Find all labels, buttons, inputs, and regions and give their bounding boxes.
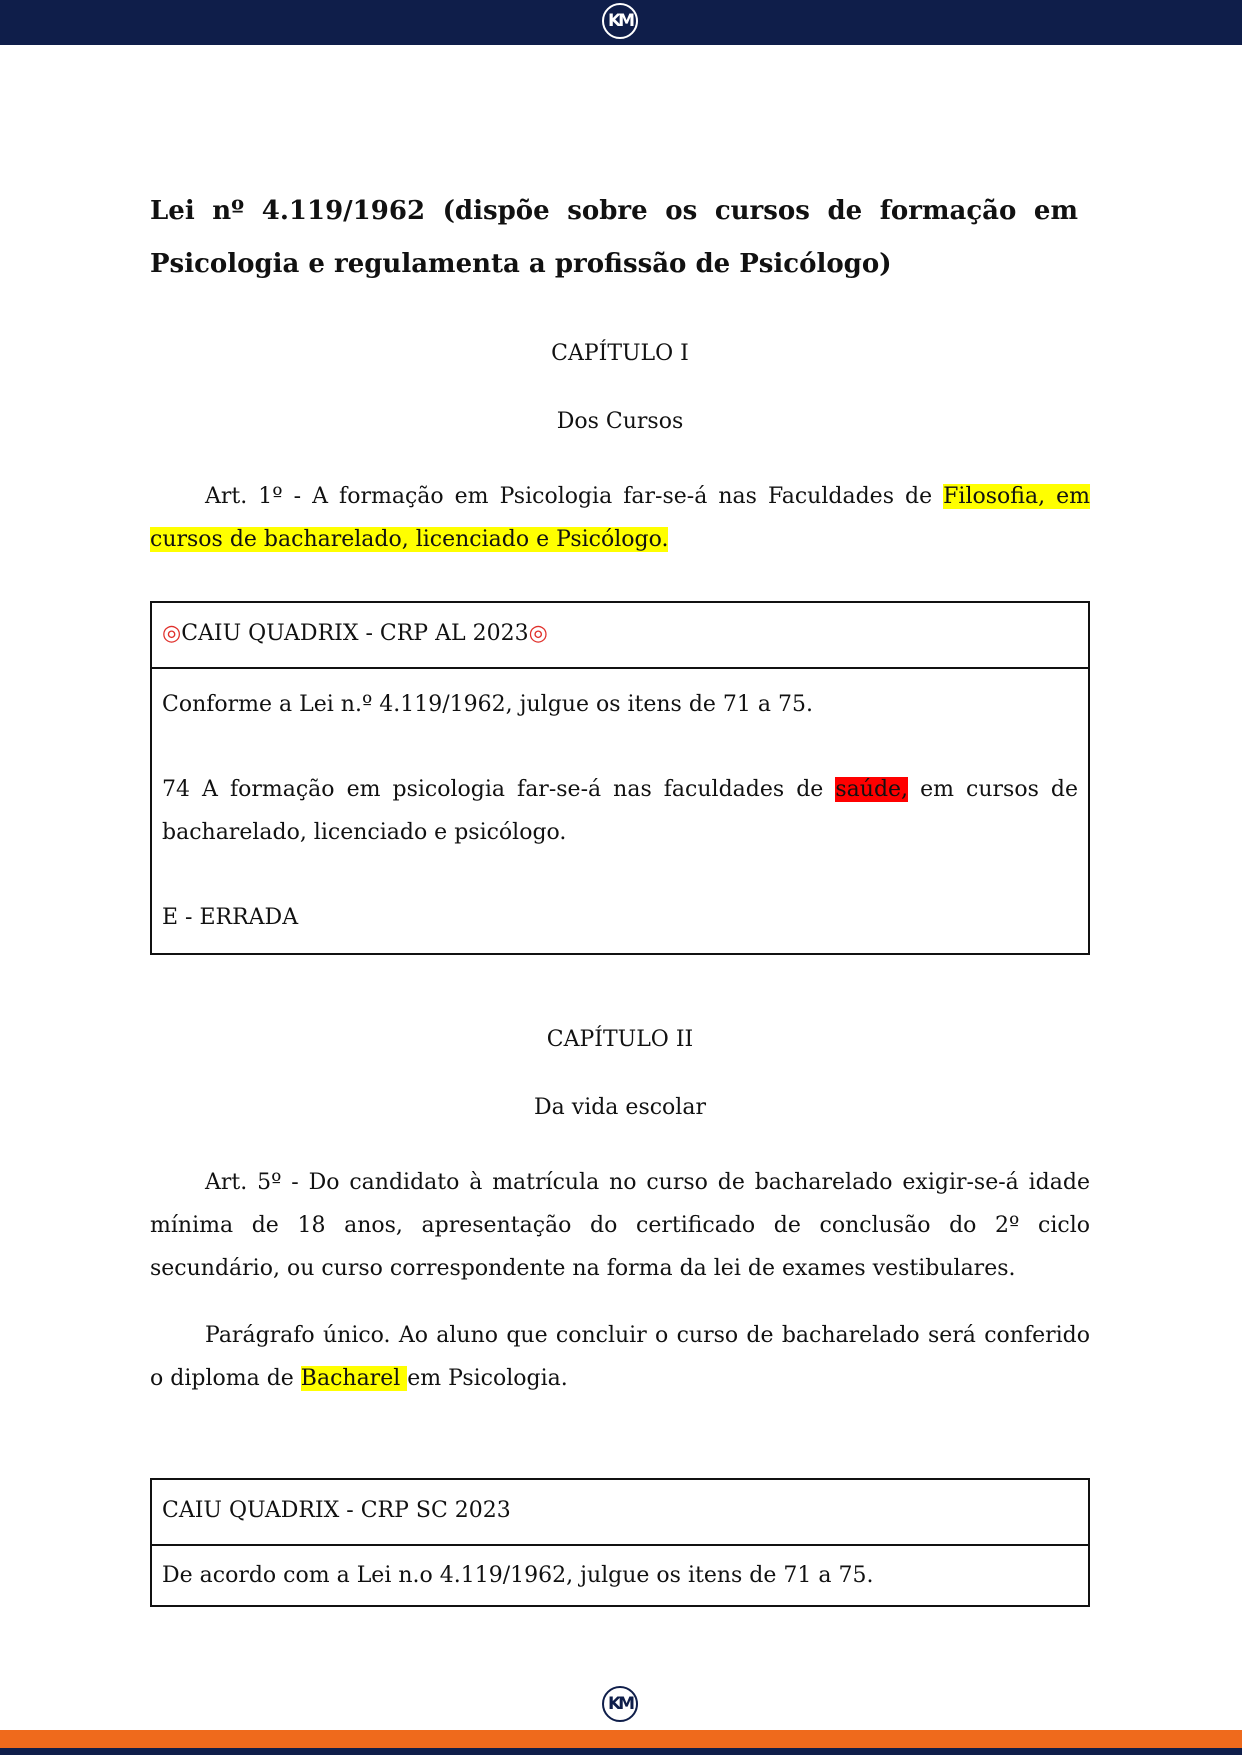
- question-source: CAIU QUADRIX - CRP SC 2023: [162, 1498, 511, 1523]
- chapter-subtitle: Dos Cursos: [556, 409, 684, 434]
- paragrafo-text-end: em Psicologia.: [407, 1366, 568, 1391]
- question-intro: Conforme a Lei n.º 4.119/1962, julgue os itens de 71 a 75.: [162, 692, 814, 717]
- chapter-subtitle: Da vida escolar: [534, 1095, 706, 1120]
- exam-question-box: [150, 601, 1090, 955]
- article-1: [150, 475, 1090, 561]
- question-answer: E - ERRADA: [162, 905, 299, 930]
- target-icon: ◎: [162, 621, 182, 646]
- question-item-text: 74 A formação em psicologia far-se-á nas faculdades de: [162, 777, 836, 802]
- footer-bar-bottom: [0, 1748, 1242, 1755]
- article-5: Art. 5º - Do candidato à matrícula no curso de bacharelado exigir-se-á idade mínima de 18 anos, apresentação do certificado de conclusão do 2º ciclo secundário, ou curso correspondente na forma da lei de exames vestibulares.: [150, 1170, 1090, 1281]
- brand-logo: KM: [602, 3, 638, 39]
- document-body: [150, 185, 1090, 1677]
- chapter-heading: CAPÍTULO II: [546, 1027, 694, 1052]
- question-item-text-end: em cursos de bacharelado, licenciado e psicólogo.: [162, 777, 1079, 845]
- chapter-heading: CAPÍTULO I: [551, 341, 689, 366]
- exam-question-box: [150, 1478, 1090, 1607]
- question-header: [152, 1480, 1088, 1546]
- question-body: [152, 1546, 1088, 1605]
- footer-bar: [0, 1730, 1242, 1748]
- paragrafo-unico: [150, 1314, 1090, 1400]
- question-intro: De acordo com a Lei n.o 4.119/1962, julgue os itens de 71 a 75.: [162, 1563, 874, 1588]
- error-highlight: saúde,: [835, 777, 909, 802]
- question-body: [152, 669, 1088, 953]
- article-1-text: Art. 1º - A formação em Psicologia far-se-á nas Faculdades de: [205, 484, 944, 509]
- question-header: [152, 603, 1088, 669]
- paragrafo-text: Parágrafo único. Ao aluno que concluir o curso de bacharelado será conferido o diploma de: [150, 1323, 1090, 1391]
- question-item: [162, 768, 1078, 854]
- document-title: Lei nº 4.119/1962 (dispõe sobre os cursos de formação em Psicologia e regulamenta a profissão de Psicólogo): [150, 196, 1078, 279]
- highlighted-text: Filosofia, em cursos de bacharelado, licenciado e Psicólogo.: [150, 484, 1090, 552]
- target-icon: ◎: [528, 621, 548, 646]
- highlighted-text: Bacharel: [300, 1366, 408, 1391]
- question-source: CAIU QUADRIX - CRP AL 2023: [181, 621, 529, 646]
- brand-logo: KM: [602, 1686, 638, 1722]
